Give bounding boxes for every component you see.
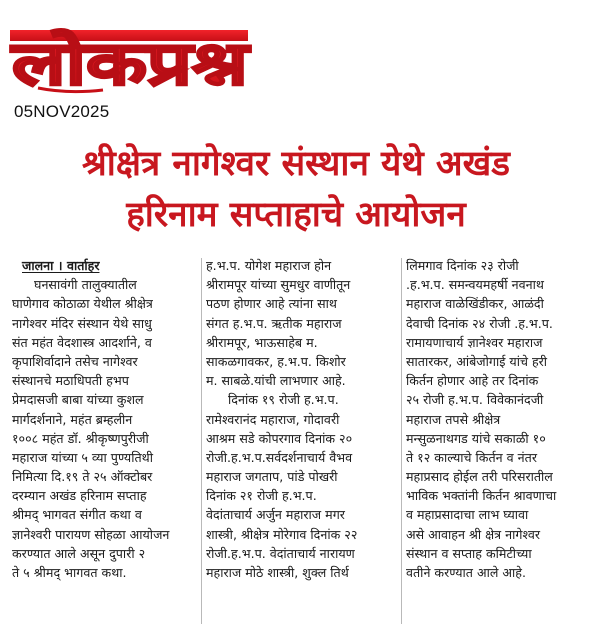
article-line: सातारकर, आंबेजोगाई यांचे हरी xyxy=(406,353,548,369)
article-line: मन्सुळनाथगड यांचे सकाळी १० xyxy=(406,430,546,446)
article-line: किर्तन होणार आहे तर दिनांक xyxy=(406,373,539,389)
article-line: महाराज मोठे शास्त्री, शुक्ल तिर्थ xyxy=(206,565,349,580)
article-line: श्रीरामपूर, भाऊसाहेब म. xyxy=(206,334,318,350)
article-line: संगत ह.भ.प. ऋतीक महाराज xyxy=(206,315,342,331)
article-line: महाराज वाळेखिंडीकर, आळंदी xyxy=(406,296,544,312)
article-line: ते ५ श्रीमद् भागवत कथा. xyxy=(12,565,127,580)
article-line: शास्त्री, श्रीक्षेत्र मोरेगाव दिनांक २२ xyxy=(206,526,358,542)
article-line: रामायणाचार्य ज्ञानेश्वर महाराज xyxy=(406,334,543,350)
article-line: व महाप्रसादाचा लाभ घ्यावा xyxy=(406,507,529,523)
article-line: भाविक भक्तांनी किर्तन श्रावणाचा xyxy=(406,488,557,504)
article-line: महाराज यांच्या ५ व्या पुण्यतिथी xyxy=(12,449,153,465)
article-line: महाराज जगताप, पांडे पोखरी xyxy=(206,469,338,485)
article-line: देवाची दिनांक २४ रोजी .ह.भ.प. xyxy=(406,315,553,331)
article-line: करण्यात आले असून दुपारी २ xyxy=(12,545,146,561)
article-line: महाराज तपसे श्रीक्षेत्र xyxy=(406,411,501,427)
article-line: प्रेमदासजी बाबा यांच्या कुशल xyxy=(12,392,144,408)
article-line: संस्थान व सप्ताह कमिटीच्या xyxy=(406,545,532,561)
headline-line-1: श्रीक्षेत्र नागेश्वर संस्थान येथे अखंड xyxy=(81,144,511,184)
article-line: वेदांताचार्य अर्जुन महाराज मगर xyxy=(206,507,345,523)
article-line: श्रीमद् भागवत संगीत कथा व xyxy=(12,507,142,523)
dateline: जालना । वार्ताहर xyxy=(22,258,100,273)
article-line: मार्गदर्शनाने, महंत ब्रम्हलीन xyxy=(12,411,133,427)
article-column-3 xyxy=(406,256,586,628)
article-line: असे आवाहन श्री क्षेत्र नागेश्वर xyxy=(406,526,540,542)
column-divider xyxy=(201,258,202,624)
article-line: ह.भ.प. योगेश महाराज होन xyxy=(206,258,332,273)
article-line: लिमगाव दिनांक २३ रोजी xyxy=(406,258,519,273)
article-line: घाणेगाव कोठाळा येथील श्रीक्षेत्र xyxy=(12,296,153,312)
column-divider xyxy=(401,258,402,624)
article-line: .ह.भ.प. समन्वयमहर्षी नवनाथ xyxy=(406,277,544,293)
issue-date: 05NOV2025 xyxy=(14,102,110,121)
article-line: दिनांक २१ रोजी ह.भ.प. xyxy=(206,488,317,504)
article-line: ते १२ काल्याचे किर्तन व नंतर xyxy=(406,449,537,465)
article-line: १००८ महंत डॉ. श्रीकृष्णपुरीजी xyxy=(12,430,149,446)
article-column-2 xyxy=(206,256,396,628)
article-line: संस्थानचे मठाधिपती हभप xyxy=(12,373,129,389)
article-line: साकळगावकर, ह.भ.प. किशोर xyxy=(206,353,346,369)
article-line: नागेश्वर मंदिर संस्थान येथे साधु xyxy=(12,315,152,331)
article-line: २५ रोजी ह.भ.प. विवेकानंदजी xyxy=(406,392,544,408)
article-line: म. साबळे.यांची लाभणार आहे. xyxy=(206,373,346,389)
article-line: महाप्रसाद होईल तरी परिसरातील xyxy=(406,469,553,485)
article-line: निमित्या दि.१९ ते २५ ऑक्टोबर xyxy=(12,469,153,485)
article-line: पठण होणार आहे त्यांना साथ xyxy=(206,296,337,312)
article-line: दिनांक १९ रोजी ह.भ.प. xyxy=(228,392,339,408)
logo-wordmark: लोकप्रश्न xyxy=(10,29,252,95)
article-line: दरम्यान अखंड हरिनाम सप्ताह xyxy=(12,488,147,504)
headline-line-2: हरिनाम सप्ताहाचे आयोजन xyxy=(126,195,466,235)
masthead-logo-art xyxy=(8,0,258,95)
article-line: घनसावंगी तालुक्यातील xyxy=(34,277,137,293)
article-line: ज्ञानेश्वरी पारायण सोहळा आयोजन xyxy=(12,526,170,542)
article-line: संत महंत वेदशास्त्र आदर्शाने, व xyxy=(12,334,152,350)
article-line: वतीने करण्यात आले आहे. xyxy=(406,565,526,580)
article-column-1 xyxy=(12,256,196,628)
masthead-logo xyxy=(8,0,258,95)
article-line: रामेश्वरानंद महाराज, गोदावरी xyxy=(206,411,340,427)
article-line: आश्रम सडे कोपरगाव दिनांक २० xyxy=(206,430,353,446)
article-line: कृपाशिर्वादाने तसेच नागेश्वर xyxy=(12,353,138,369)
article-line: रोजी.ह.भ.प.सर्वदर्शनाचार्य वैभव xyxy=(206,449,353,465)
article-line: रोजी.ह.भ.प. वेदांताचार्य नारायण xyxy=(206,545,355,561)
article-line: श्रीरामपूर यांच्या सुमधुर वाणीतून xyxy=(206,277,351,293)
